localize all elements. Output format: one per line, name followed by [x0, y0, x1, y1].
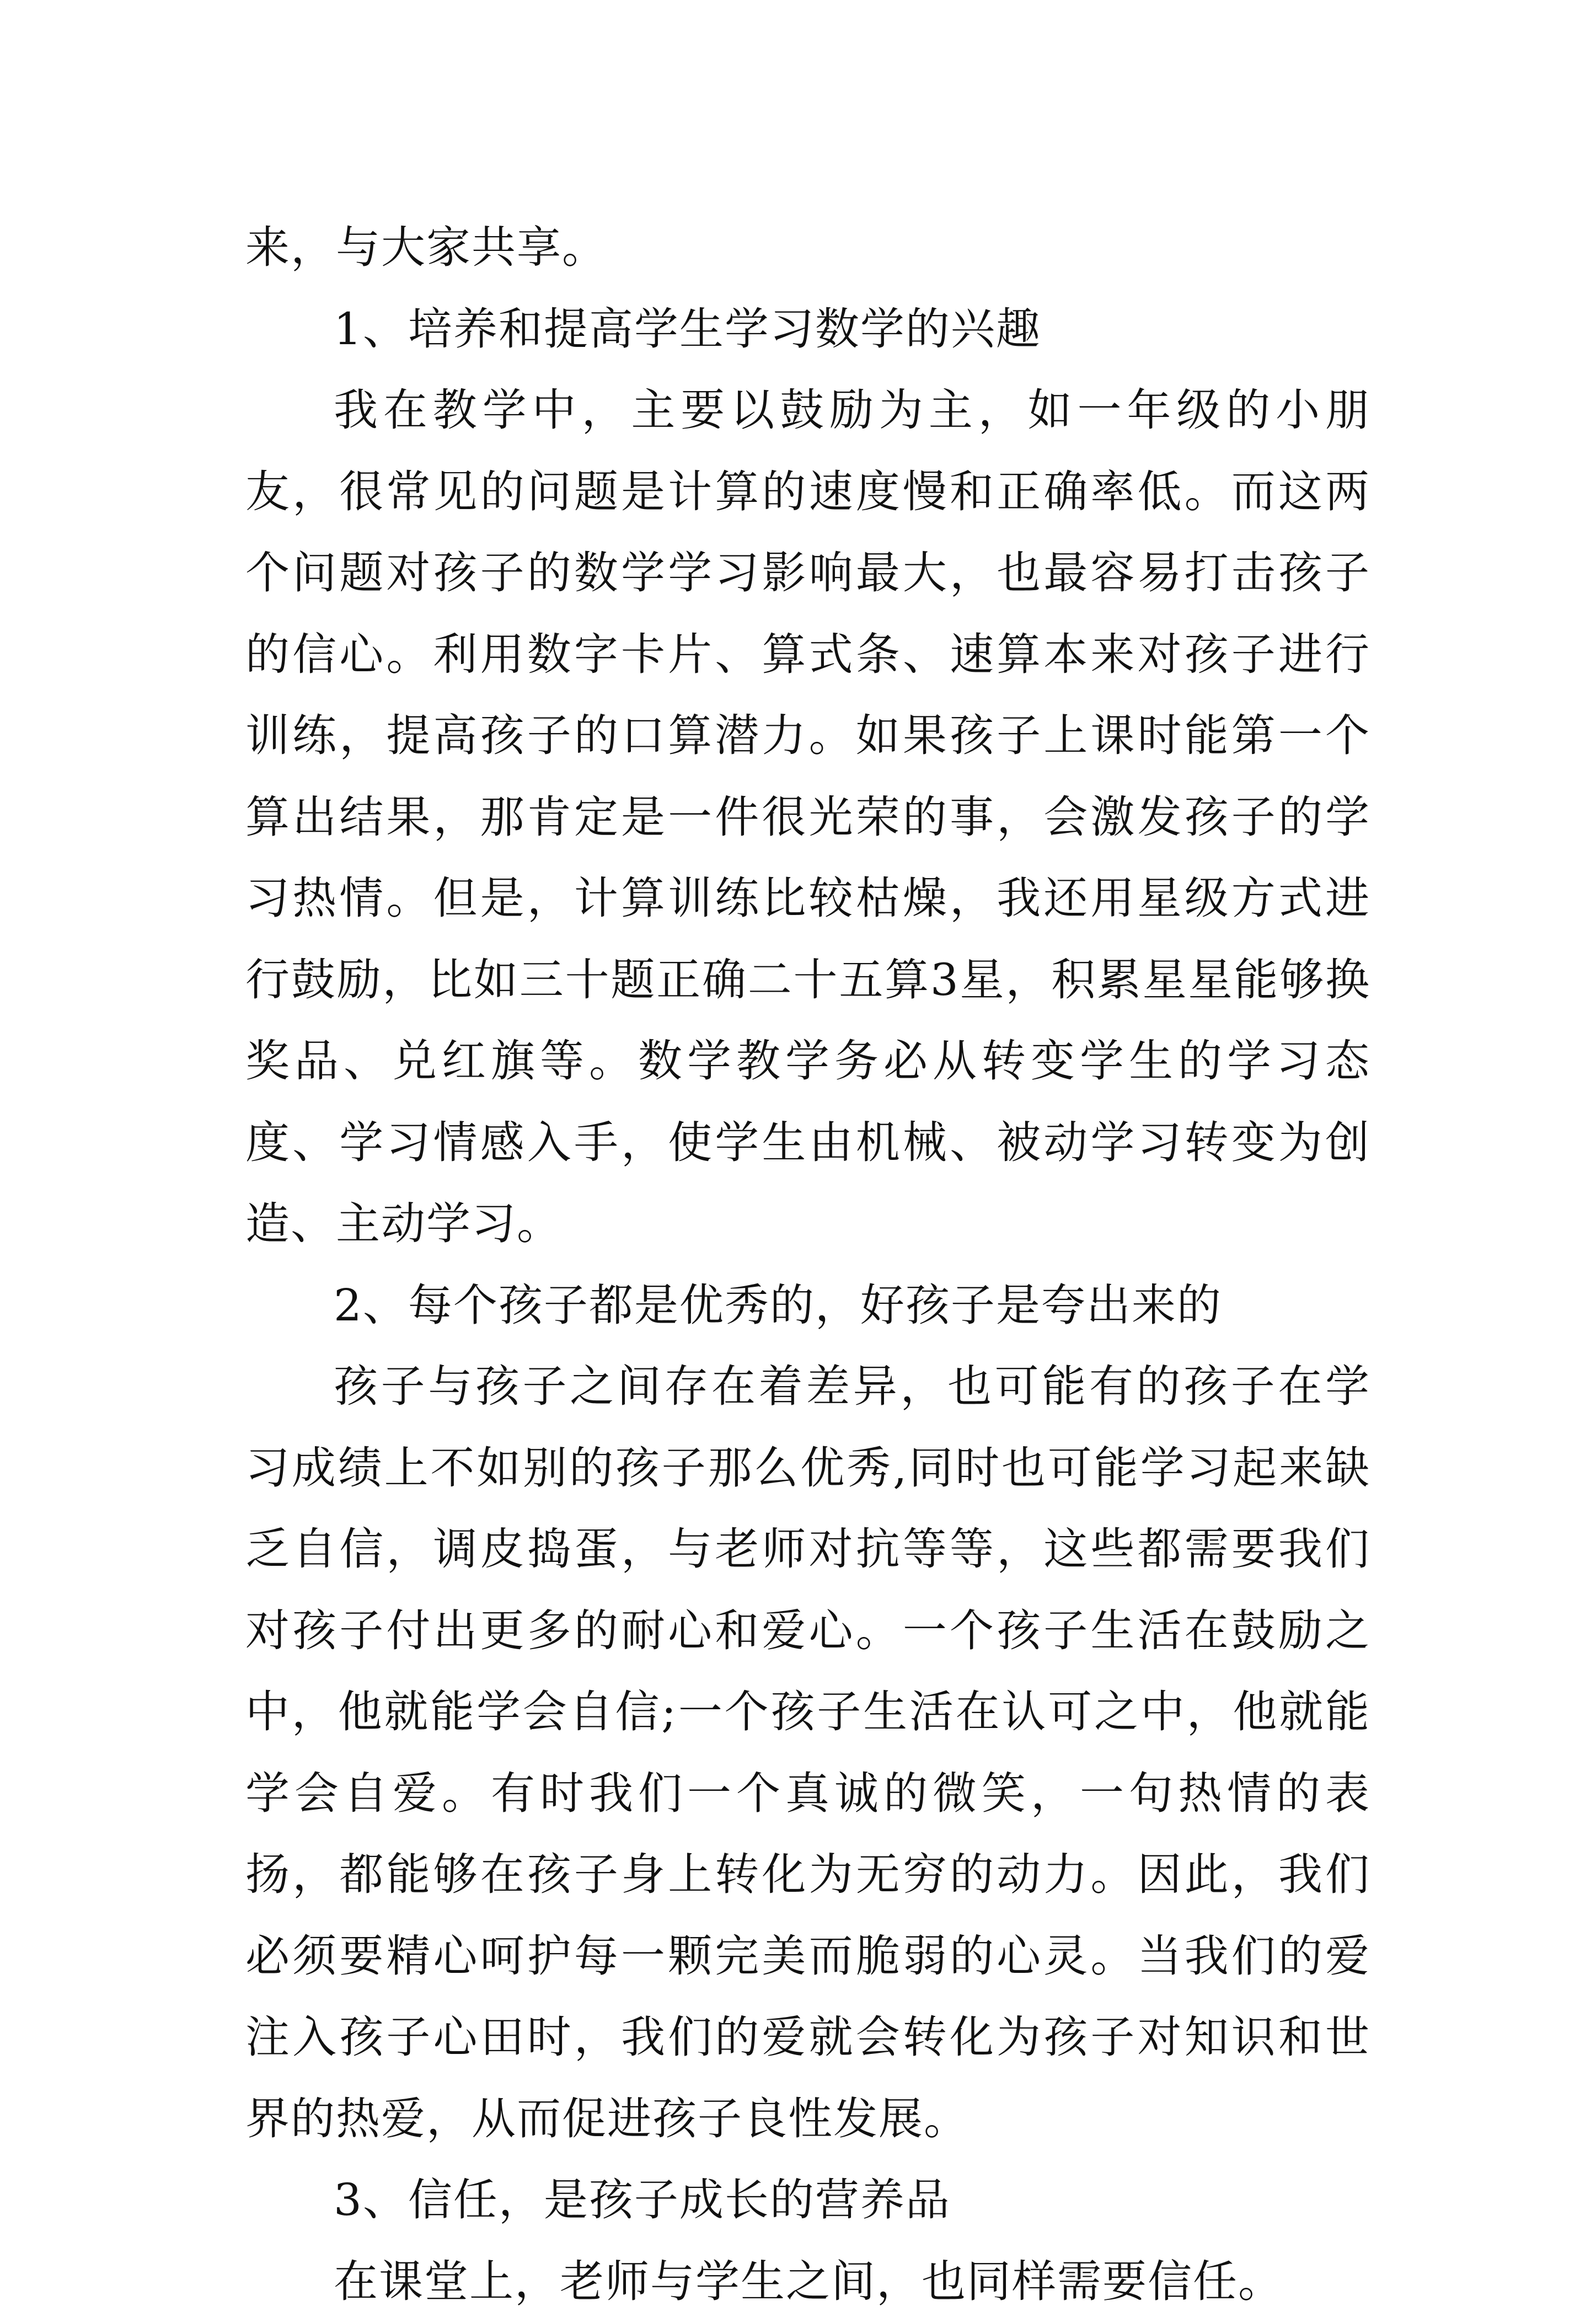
section-heading-3: 3、信任，是孩子成长的营养品: [245, 2159, 1370, 2241]
paragraph-section-2: 孩子与孩子之间存在着差异，也可能有的孩子在学习成绩上不如别的孩子那么优秀,同时也可能学习起来缺乏自信，调皮捣蛋，与老师对抗等等，这些都需要我们对孩子付出更多的耐心和爱心。一个孩子生活在鼓励之中，他就能学会自信;一个孩子生活在认可之中，他就能学会自爱。有时我们一个真诚的微笑，一句热情的表扬，都能够在孩子身上转化为无穷的动力。因此，我们必须要精心呵护每一颗完美而脆弱的心灵。当我们的爱注入孩子心田时，我们的爱就会转化为孩子对知识和世界的热爱，从而促进孩子良性发展。: [245, 1346, 1370, 2159]
section-heading-1: 1、培养和提高学生学习数学的兴趣: [245, 288, 1370, 370]
document-body: [245, 207, 1370, 2322]
section-heading-2: 2、每个孩子都是优秀的，好孩子是夸出来的: [245, 1265, 1370, 1346]
paragraph-section-3: 在课堂上，老师与学生之间，也同样需要信任。: [245, 2241, 1370, 2322]
paragraph-continuation: 来，与大家共享。: [245, 207, 1370, 288]
paragraph-section-1: 我在教学中，主要以鼓励为主，如一年级的小朋友，很常见的问题是计算的速度慢和正确率低。而这两个问题对孩子的数学学习影响最大，也最容易打击孩子的信心。利用数字卡片、算式条、速算本来对孩子进行训练，提高孩子的口算潜力。如果孩子上课时能第一个算出结果，那肯定是一件很光荣的事，会激发孩子的学习热情。但是，计算训练比较枯燥，我还用星级方式进行鼓励，比如三十题正确二十五算3星，积累星星能够换奖品、兑红旗等。数学教学务必从转变学生的学习态度、学习情感入手，使学生由机械、被动学习转变为创造、主动学习。: [245, 370, 1370, 1265]
